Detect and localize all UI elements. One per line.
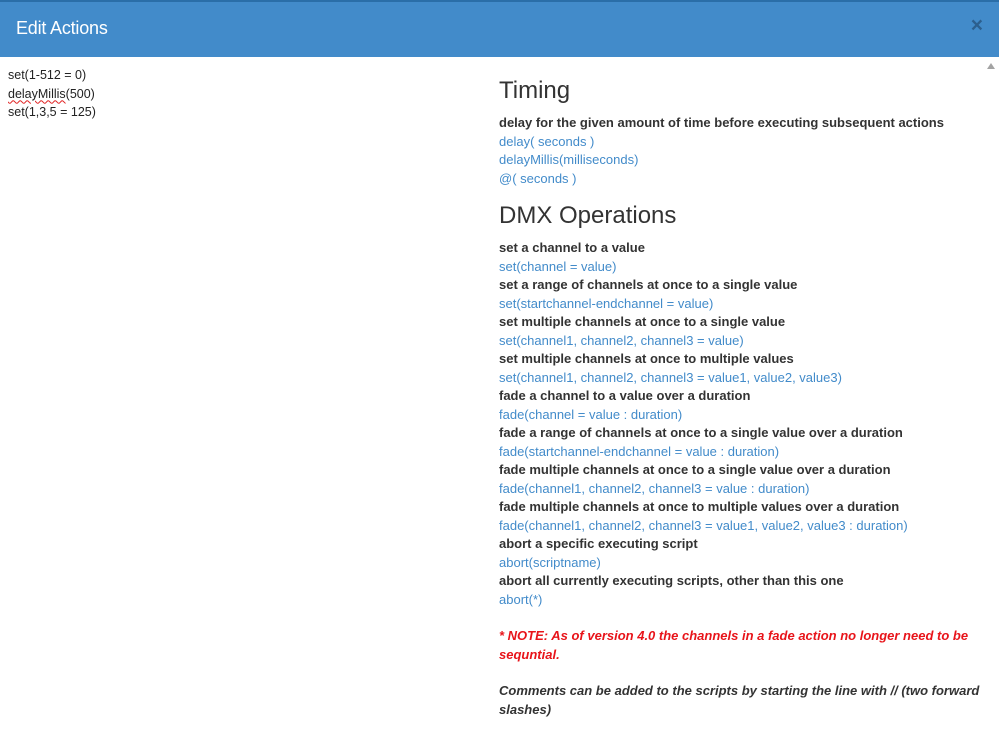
help-description: fade a range of channels at once to a single value over a duration (499, 425, 903, 440)
help-description: fade multiple channels at once to a single value over a duration (499, 462, 891, 477)
scroll-up-arrow-icon[interactable] (987, 63, 995, 69)
close-icon[interactable]: × (970, 14, 983, 37)
help-description: set a channel to a value (499, 240, 645, 255)
actions-editor[interactable] (0, 57, 480, 732)
help-description: set multiple channels at once to a single value (499, 314, 786, 329)
help-description: abort a specific executing script (499, 536, 698, 551)
editor-line: set(1-512 = 0) (8, 68, 87, 82)
editor-line: delayMillis(500) (8, 86, 95, 101)
timing-list (499, 114, 984, 188)
help-syntax: @( seconds ) (499, 170, 577, 186)
help-description: set a range of channels at once to a single value (499, 277, 798, 292)
help-syntax: fade(channel1, channel2, channel3 = value : duration) (499, 480, 810, 496)
version-note: * NOTE: As of version 4.0 the channels in a fade action no longer need to be sequntial. (499, 628, 969, 662)
help-syntax: fade(channel1, channel2, channel3 = value1, value2, value3 : duration) (499, 517, 908, 533)
dialog-title: Edit Actions (16, 18, 108, 38)
help-description: delay for the given amount of time before executing subsequent actions (499, 115, 944, 130)
comment-hint: Comments can be added to the scripts by starting the line with // (two forward slashes) (499, 683, 980, 717)
timing-heading: Timing (499, 77, 571, 104)
help-syntax: set(channel = value) (499, 258, 617, 274)
spellcheck-word: delayMillis (8, 86, 66, 101)
editor-line: set(1,3,5 = 125) (8, 105, 96, 119)
help-syntax: set(startchannel-endchannel = value) (499, 295, 714, 311)
help-panel (499, 57, 984, 732)
dialog-header (0, 0, 999, 57)
help-scrollbar[interactable] (984, 57, 999, 732)
help-description: set multiple channels at once to multiple values (499, 351, 794, 366)
help-syntax: abort(scriptname) (499, 554, 601, 570)
help-description: fade multiple channels at once to multiple values over a duration (499, 499, 900, 514)
help-syntax: delay( seconds ) (499, 133, 595, 149)
dmx-heading: DMX Operations (499, 202, 677, 229)
help-description: abort all currently executing scripts, other than this one (499, 573, 844, 588)
help-syntax: set(channel1, channel2, channel3 = value) (499, 332, 744, 348)
dmx-list (499, 239, 984, 609)
help-syntax: set(channel1, channel2, channel3 = value1, value2, value3) (499, 369, 842, 385)
help-syntax: abort(*) (499, 591, 543, 607)
help-syntax: delayMillis(milliseconds) (499, 152, 639, 167)
help-syntax: fade(startchannel-endchannel = value : duration) (499, 443, 780, 459)
help-syntax: fade(channel = value : duration) (499, 406, 683, 422)
help-description: fade a channel to a value over a duration (499, 388, 751, 403)
